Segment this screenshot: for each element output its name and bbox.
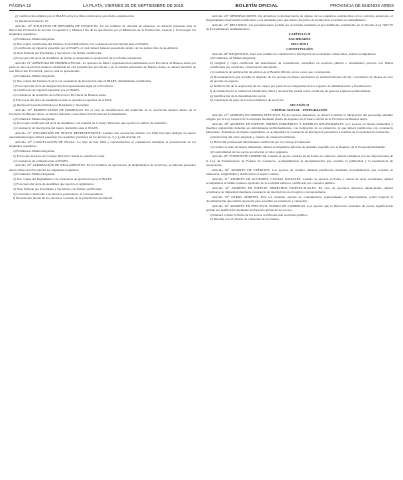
bulletin-title: BOLETÍN OFICIAL [235,3,279,8]
list-item: b) Informe con el criterio de valuación de los bienes. [210,217,280,222]
publication-date: LA PLATA, VIERNES 25 DE SEPTIEMBRE DE 2015 [83,3,184,8]
province-name: PROVINCIA DE BUENOS AIRES [330,3,394,8]
section-heading: SECCIÓN II [290,103,309,108]
list-item: f) Declaración jurada de los servicios a prestar en la jurisdicción provincial. [13,196,113,201]
list-item: a) Formulario Minuta Registral. [13,172,56,177]
article-paragraph: h) Declaración Anexo 10. [15,18,49,23]
left-column [9,14,196,222]
list-item: b) Dos copias del Reglamento con constancia de aprobación por el INAES. [13,177,113,182]
list-item: c) Cuando se trate de bienes inmuebles, deberá acompañarse informe de dominio expedido por el Registro de la Propiedad Inmueble. [210,144,386,149]
article-paragraph: Artículo 22° CANCELACIÓN DE FILIAL. La baja de una filial o representación se comunicará mediante la presentación de los siguientes requisitos: [9,139,196,149]
list-item: c) Constancia de inscripción del nuevo domicilio ante el INAES. [13,126,99,131]
list-item: d) Documentación que acredite el depósito de los aportes en dinero efectuados en entidad bancaria oficial, o inventario de bienes en caso de aportes en especie. [210,74,393,84]
list-item: a) Deberá constar la firma de los socios certificada ante escribano público. [210,212,309,217]
list-item: a) Indicación del valor asignado y criterio de valuación utilizado. [210,135,296,140]
list-item: e) Convenios celebrados con terceros prestadores, si correspondiere. [13,191,104,196]
list-item: c) Constancia de publicación de edictos en el Boletín Oficial, en los casos que corresponda. [210,70,331,75]
list-item: f) Acreditación de la calidad de beneficiario final y declaración jurada sobre condición de persona expuesta políticamente. [210,88,372,93]
section-heading: SECCIÓN I [290,41,309,46]
list-item: d) Nota firmada por Presidente y Secretario con firmas certificadas. [13,51,103,56]
list-item: c) Constancia de comunicación al INAES. [13,158,69,163]
list-item: e) Justificación de la aceptación de los cargos por parte de los integrantes de los órganos de administración y fiscalización. [210,83,372,88]
list-item: a) Formulario de Minuta Registral. [210,56,257,61]
article-paragraph: Artículo 19° APERTURA DE PRIMERA FILIAL. La apertura de filial o representación permanente en la Provincia de Buenos Aires por parte de una asociación mutual constituida en otra jurisdicción provincial o en la Ciudad Autónoma de Buenos Aires, se deberá inscribir en esta Dirección Provincial, para lo cual se presentarán: [9,60,196,74]
list-item: e) Fotocopia del Acta de Asamblea de donde se desprende la aprobación de la reforma estatutaria. [13,55,142,60]
list-item: b) Dos copias del Estatuto Social con constancia de inscripción ante el INAES, debidamente certificadas. [13,78,152,83]
list-item: g) Justificación de la denominación social. [210,93,267,98]
section-heading: CAPÍTULO II [288,32,311,36]
article-paragraph: Artículo 28° APORTES EN ESPECIE. BIENES INMUEBLES Y MUEBLES REGISTRABLES. Los aportes en bienes inmuebles y muebles registrables deberán ser debidamente individualizados, con indicación de su valuación, la que deberá justificarse con constancia fehaciente. Tratándose de bienes registrables, se acompañará la constancia de inscripción preventiva a nombre de la sociedad en formación. [206,121,393,135]
list-item: a) Formulario Minuta Registral. [13,36,56,41]
article-paragraph: Artículo 20° MODIFICACIÓN DE DOMICILIO. En el caso de modificación del domicilio de la asociación mutual dentro de la Provincia de Buenos Aires, se deberá informar a esta Dirección Provincial acompañando: [9,107,196,116]
article-paragraph: Artículo 32° APORTES EN ESPECIE. DERECHOS INTELECTUALES. En caso de aportarse derechos intelectuales, deberá acreditarse su titularidad mediante constancia de inscripción en el registro correspondiente. [206,185,393,194]
text-columns [9,14,394,222]
list-item: a) Formulario Minuta Registral. [13,73,56,78]
page-header [9,3,394,11]
list-item: c) Certificado de vigencia expedido por el INAES, el cual deberá haberse presentado dentro de los quince días de su emisión. [13,46,179,51]
list-item: h) Constancia de pago de la tasa retributiva de servicios. [210,98,285,103]
article-paragraph: Artículo 34° APORTES EN EFECTIVO. FONDO DE COMERCIO. Los aportes que la Dirección considere de escasa significación podrán ser justificados mediante declaración jurada de los socios. [206,203,393,212]
article-paragraph: Artículo 30° APORTES DE CRÉDITOS. Los aportes de créditos deberán justificarse mediante documentación que acredite su existencia, exigibilidad y notificación al deudor cedido. [206,167,393,176]
section-heading: CONSTITUCIÓN [286,46,313,51]
page-number: PÁGINA 12 [9,3,31,8]
article-paragraph: g) Certificación emitida por el INAES sobre los libros rubricados para dicha organización. [15,14,135,18]
list-item: d) Nota firmada por Presidente y Secretario con firmas certificadas. [13,186,103,191]
list-item: b) Original y copia certificada del instrumento de constitución, extendido en escritura pública o instrumento privado con firmas certificadas por escribano o funcionario autorizado. [210,61,393,70]
article-paragraph: Artículo 33° OTROS APORTES. Para los restantes aportes no contemplados expresamente, el Departamento podrá requerir la documentación que estime necesaria para acreditar su existencia y valuación. [206,194,393,203]
list-item: b) Firma del profesional interviniente certificada por el Consejo Profesional. [210,139,311,144]
right-column [206,14,393,222]
article-paragraph: Artículo 26° REQUISITOS. Para todo trámite de constitución e inscripción de sociedades comerciales, deberá acompañarse: [212,51,377,56]
article-paragraph: Artículo 25° RECURSOS. Las presentaciones podrán ser recurridas mediante el procedimiento establecido en el Decreto-Ley 7647/70 de Procedimiento Administrativo. [206,23,393,32]
section-heading: SOCIEDADES [288,36,311,41]
article-paragraph: Artículo 29° FONDOS DE COMERCIO. Cuando el aporte consista en un fondo de comercio, deberá cumplirse con las disposiciones de la Ley de Transferencia de Fondos de Comercio, acompañándose la documentación que acredite la publicidad y la inexistencia de oposiciones. [206,154,393,167]
list-item: d) Conformidad de los socios en relación al valor asignado. [210,149,289,154]
list-item: f) Fotocopia del Acta de Asamblea donde se aprueba la apertura de la filial. [13,97,113,102]
list-item: b) Fotocopia del Acta de Consejo Directivo donde se resuelve la baja. [13,153,105,158]
article-paragraph: Artículo 18° SOLICITUD DE REFORMA DE ESTATUTO. En los trámites de reforma de estatutos, se deberán presentar ante la Dirección Provincial de Acción Cooperativa y Mutual a fin de su aprobación por el Ministerio de la Producción, Ciencia y Tecnología, los siguientes requisitos: [9,23,196,36]
list-item: g) Declaración jurada firmada por Presidente y Secretario. [13,102,90,107]
list-item: a) Formulario Minuta Registral. [13,148,56,153]
article-paragraph: Artículo 23° APROBACIÓN DE REGLAMENTOS. En los trámites de aprobación de Reglamentos de Servicios, se deberán presentar ante la Dirección Provincial los siguientes requisitos: [9,163,196,172]
article-paragraph: Artículo 24° OBSERVACIONES. De advertirse la inobservancia de alguno de los requisitos establecidos en los artículos anteriores, el Departamento intervendrá notificando a las entidades para que dentro del plazo de treinta días acrediten su cumplimiento. [206,14,393,23]
list-item: c) Fotocopia del Acta de Asamblea que aprobó el reglamento. [13,181,95,186]
list-item: b) Fotocopia certificada del Acta de Asamblea o de reunión de Consejo Directivo que aprobó el cambio de domicilio. [13,121,168,126]
list-item: b) Dos copias certificadas del Estatuto Social Reformado con constancia de inscripción ante el INAES. [13,41,149,46]
list-item: e) Constancia de domicilio de la filial en la Provincia de Buenos Aires. [13,93,107,98]
article-paragraph: Artículo 27° APORTES EN DINERO EFECTIVO. En los aportes dinerarios, se deberá acreditar la integración del porcentaje mínimo exigido por la Ley General de Sociedades mediante boleta de depósito en el banco oficial de la Provincia de Buenos Aires. [206,112,393,122]
list-item: d) Certificado de vigencia expedido por el INAES. [13,88,81,93]
list-item: a) Formulario Minuta Registral. [13,116,56,121]
article-paragraph: Artículo 21° INSCRIPCIÓN DE NUEVO REPRESENTANTE. Cuando una asociación mutual con filial inscripta designe un nuevo representante legal, deberá presentar los requisitos previstos en los incisos a), c) y g) del artículo 19. [9,130,196,140]
list-item: c) Fotocopia del Acta de designación del representante legal en la Provincia. [13,83,114,88]
article-paragraph: Artículo 31° APORTES DE ACCIONES, CUOTAS SOCIALES. Cuando se aporten acciones o cuotas de otras sociedades, deberá acompañarse el último balance aprobado de la sociedad emisora, certificado por contador público. [206,176,393,185]
section-heading: CAPITAL SOCIAL - INTEGRACIÓN [271,108,328,113]
